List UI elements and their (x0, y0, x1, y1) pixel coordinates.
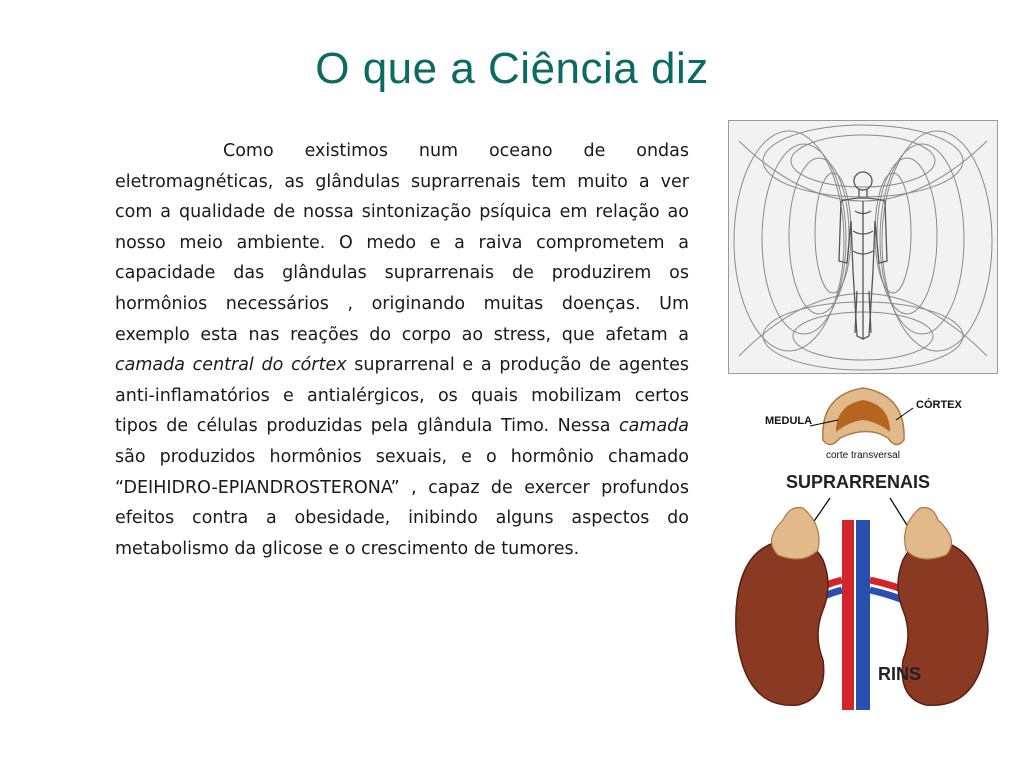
paragraph-emphasis-1: camada central do córtex (115, 355, 347, 376)
label-rins: RINS (878, 664, 922, 684)
label-corte-transversal: corte transversal (826, 450, 900, 461)
page-title: O que a Ciência diz (315, 44, 709, 93)
paragraph-part-3: são produzidos hormônios sexuais, e o hormônio chamado “DEIHIDRO-EPIANDROSTERONA” , capaz de exercer profundos efeitos contra a obesidade, inibindo alguns aspectos do metabolismo da glicose e o crescimento de tumores. (115, 446, 689, 559)
energy-field-image (728, 120, 998, 374)
paragraph-part-2: suprarrenal e a produção de agentes anti-inflamatórios e antialérgicos, os quais mobilizam certos tipos de células produzidas pela glândula Timo. Nessa (115, 355, 689, 437)
label-medula: MEDULA (765, 415, 813, 427)
paragraph-emphasis-2: camada (619, 416, 689, 437)
label-cortex: CÓRTEX (916, 399, 962, 411)
label-suprarrenais: SUPRARRENAIS (786, 472, 931, 492)
left-kidney (736, 508, 828, 706)
human-energy-field-icon (729, 121, 997, 373)
adrenal-kidneys-image (728, 380, 1000, 710)
adrenal-cross-section (823, 388, 904, 445)
paragraph-part-1: Como existimos num oceano de ondas eletromagnéticas, as glândulas suprarrenais tem muito a ver com a qualidade de nossa sintonização psíquica em relação ao nosso meio ambiente. O medo e a raiva comprometem a capacidade das glândulas suprarrenais de produzirem os hormônios necessários , originando muitas doenças. Um exemplo esta nas reações do corpo ao stress, que afetam a (115, 141, 689, 345)
body-paragraph (115, 136, 689, 564)
